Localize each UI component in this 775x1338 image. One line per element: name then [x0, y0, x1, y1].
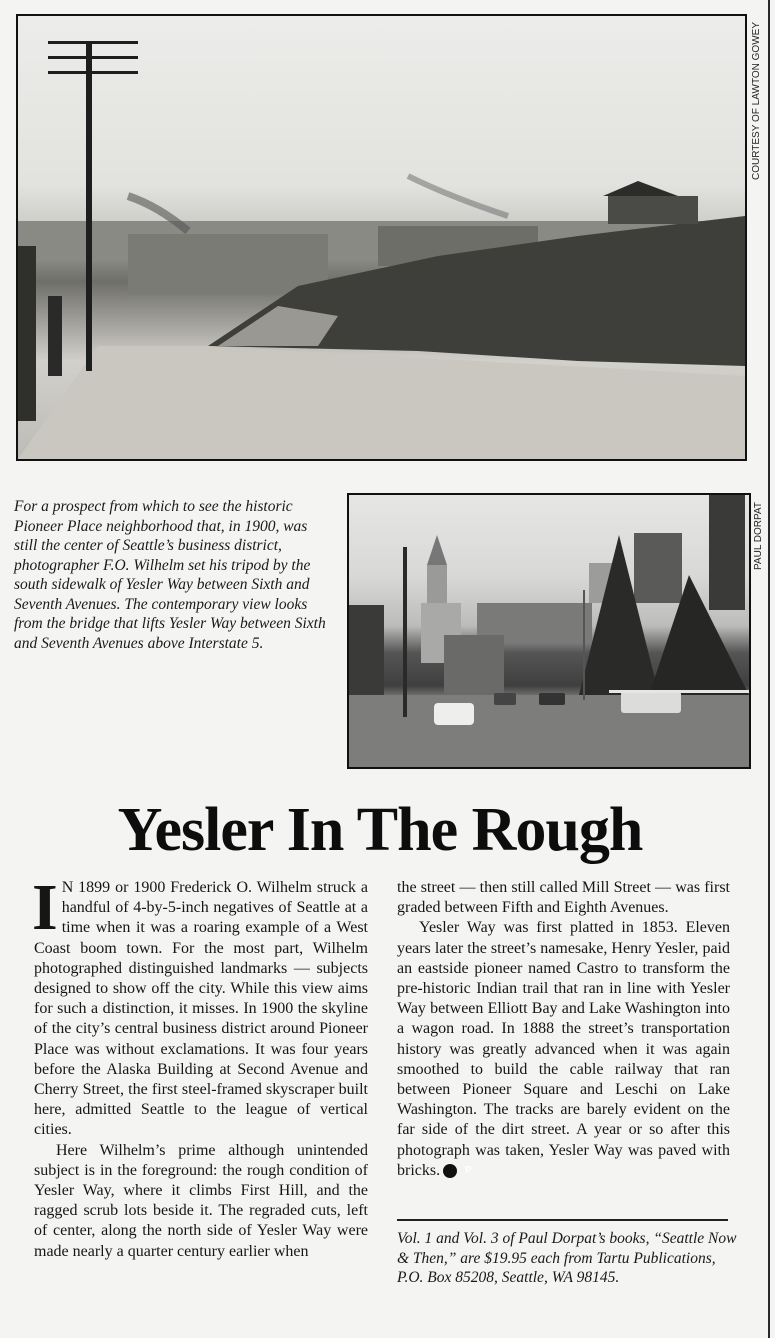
house-on-hill	[608, 196, 698, 224]
car	[494, 693, 516, 705]
pole-crossarm	[48, 71, 138, 74]
page-right-rule	[768, 0, 770, 1338]
historic-photo	[16, 14, 747, 461]
pedestrian	[48, 296, 62, 376]
book-promo-note: Vol. 1 and Vol. 3 of Paul Dorpat’s books, “Seattle Now & Then,” are $19.95 each from Tartu Publications, P.O. Box 85208, Seattle, WA 98145.	[397, 1230, 737, 1286]
left-edge-shadow	[18, 246, 36, 421]
end-mark-icon: P	[443, 1164, 457, 1178]
street-light	[583, 590, 585, 700]
smith-tower	[427, 565, 447, 605]
contemporary-photo-credit: PAUL DORPAT	[753, 502, 764, 570]
article-paragraph: the street — then still called Mill Street — was first graded between Fifth and Eighth Avenues.	[397, 879, 730, 917]
skyscraper	[709, 495, 745, 610]
historic-photo-credit: COURTESY OF LAWTON GOWEY	[751, 22, 762, 180]
skyscraper	[634, 533, 682, 603]
dirt-road	[18, 346, 745, 459]
paragraph-text: N 1899 or 1900 Frederick O. Wilhelm struck a handful of 4-by-5-inch negatives of Seattle at a time when it was a roaring example of a West Coast boom town. For the most part, Wilhelm photographed distinguished landmarks — subjects designed to show off the city. While this view aims for such a distinction, it misses. In 1900 the skyline of the city’s central business district around Pioneer Place was without exclamations. It was four years before the Alaska Building at Second Avenue and Cherry Street, the first steel-framed skyscraper built here, admitted Seattle to the league of vertical cities.	[34, 879, 368, 1139]
white-car	[434, 703, 474, 725]
article-paragraph	[397, 918, 730, 1181]
contemporary-photo-scene	[349, 495, 749, 767]
pole-crossarm	[48, 41, 138, 44]
article-headline: Yesler In The Rough	[117, 796, 643, 864]
city-buildings-left	[128, 234, 328, 294]
article-column-left	[32, 871, 368, 1262]
house-roof	[603, 181, 678, 196]
contemporary-photo	[347, 493, 751, 769]
corner-building	[444, 635, 504, 695]
utility-pole	[403, 547, 407, 717]
street	[349, 695, 749, 767]
smoke-plume	[408, 176, 508, 216]
station-wagon	[621, 691, 681, 713]
smith-tower-spire	[427, 535, 447, 565]
drop-cap: I	[32, 871, 58, 944]
article-paragraph: Here Wilhelm’s prime although unintended subject is in the foreground: the rough condition of Yesler Way, where it climbs First Hill, and the ragged scrub lots beside it. The regraded cuts, left of center, along the north side of Yesler Way were made nearly a quarter century earlier when	[34, 1141, 368, 1260]
article-column-right	[397, 878, 730, 1181]
photo-caption: For a prospect from which to see the historic Pioneer Place neighborhood that, in 1900, was still the center of Seattle’s business district, photographer F.O. Wilhelm set his tripod by the south sidewalk of Yesler Way between Sixth and Seventh Avenues. The contemporary view looks from the bridge that lifts Yesler Way between Sixth and Seventh Avenues above Interstate 5.	[14, 498, 326, 652]
paragraph-text: Yesler Way was first platted in 1853. Eleven years later the street’s namesake, Henry Yesler, paid an eastside pioneer named Castro to transform the pre-historic Indian trail that ran in line with Yesler Way between Elliott Bay and Lake Washington into a wagon road. In 1888 the street’s transportation history was greatly advanced when it was again smoothed to build the cable railway that ran between Pioneer Square and Leschi on Lake Washington. The tracks are barely evident on the far side of the dirt street. A year or so after this photograph was taken, Yesler Way was paved with bricks.	[397, 919, 730, 1179]
pole-crossarm	[48, 56, 138, 59]
historic-photo-scene	[18, 16, 745, 459]
telegraph-pole	[86, 41, 92, 371]
article-paragraph	[32, 871, 368, 1141]
car	[539, 693, 565, 705]
bridge-railing	[609, 690, 749, 693]
section-divider	[397, 1219, 728, 1221]
